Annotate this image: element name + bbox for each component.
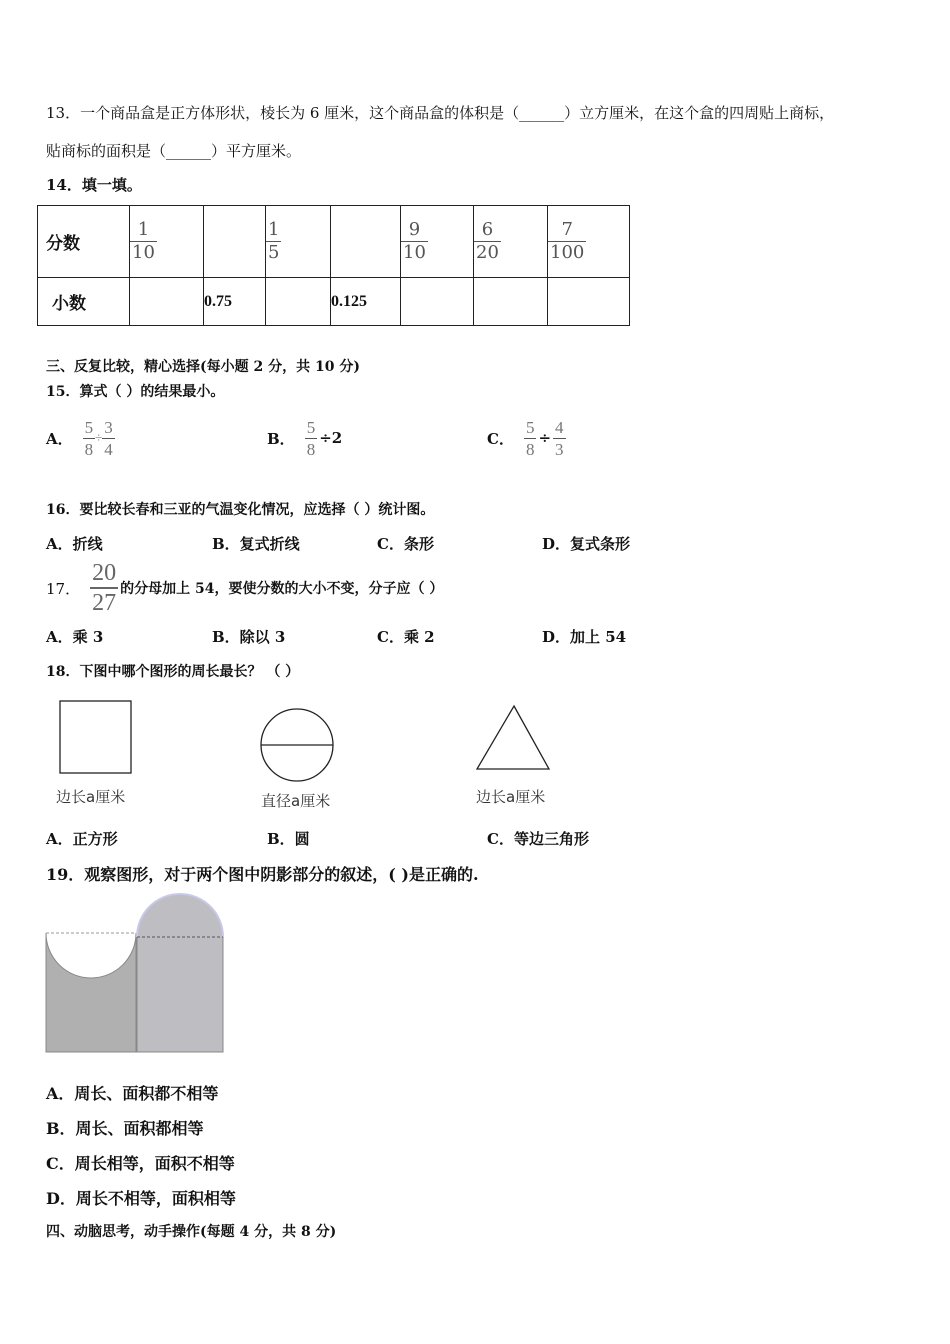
decimal-cell-blank[interactable]: [130, 278, 204, 326]
decimal-cell[interactable]: 0.75: [204, 278, 266, 326]
square-shape: [60, 701, 131, 773]
q19-option-c[interactable]: C．周长相等，面积不相等: [46, 1154, 235, 1173]
fraction: $\frac{4}{3}$: [555, 417, 564, 459]
decimal-cell-blank[interactable]: [548, 278, 630, 326]
q17-option-d[interactable]: D．加上 54: [542, 628, 627, 646]
q16-option-b[interactable]: B．复式折线: [212, 535, 300, 553]
caption-triangle: 边长a厘米: [476, 788, 546, 806]
fraction-cell[interactable]: [548, 206, 630, 278]
fraction-cell-blank[interactable]: [204, 206, 266, 278]
conversion-table: [37, 205, 630, 326]
fraction-row: [38, 206, 630, 278]
fraction-cell[interactable]: [266, 206, 331, 278]
q17-option-c[interactable]: C．乘 2: [377, 628, 435, 646]
q13-line2: 贴商标的面积是（______）平方厘米。: [46, 142, 302, 160]
fraction-cell[interactable]: [401, 206, 474, 278]
q19-option-d[interactable]: D．周长不相等，面积相等: [46, 1189, 236, 1208]
option-label: C．: [487, 429, 514, 448]
fraction-cell[interactable]: [474, 206, 548, 278]
q19-stem: 19．观察图形，对于两个图中阴影部分的叙述，( )是正确的.: [46, 865, 479, 884]
caption-circle: 直径a厘米: [261, 792, 331, 810]
decimal-row: [38, 278, 630, 326]
q17-text: 的分母加上 54，要使分数的大小不变，分子应（ ）: [120, 581, 444, 597]
divide-sign: ÷: [538, 429, 552, 447]
fraction: $\frac{5}{8}$: [525, 417, 535, 459]
q18-option-a[interactable]: A．正方形: [46, 830, 118, 848]
decimal-cell-blank[interactable]: [266, 278, 331, 326]
q16-option-a[interactable]: A．折线: [46, 535, 103, 553]
option-label: B．: [267, 429, 295, 448]
q18-option-b[interactable]: B．圆: [267, 830, 310, 848]
q19-option-a[interactable]: A．周长、面积都不相等: [46, 1084, 219, 1103]
q17-option-b[interactable]: B．除以 3: [212, 628, 286, 646]
q18-stem: 18．下图中哪个图形的周长最长？ （ ）: [46, 664, 300, 680]
q15-stem: 15．算式（ ）的结果最小。: [46, 384, 225, 400]
divide-sign: ÷: [95, 430, 103, 445]
q15-option-b[interactable]: [267, 413, 342, 463]
divide-expression: ÷2: [319, 429, 343, 447]
q16-option-d[interactable]: D．复式条形: [542, 535, 631, 553]
section3-heading: 三、反复比较，精心选择(每小题 2 分，共 10 分): [46, 359, 360, 375]
fraction: $\frac{6}{20}$: [476, 219, 499, 263]
q18-figures: [40, 690, 640, 820]
fraction: $\frac{7}{100}$: [550, 219, 585, 263]
q14-title: 14．填一填。: [46, 176, 142, 194]
row-label-decimal: 小数: [38, 278, 130, 326]
section4-heading: 四、动脑思考，动手操作(每题 4 分，共 8 分): [46, 1224, 337, 1240]
fraction: $\frac{5}{8}$: [84, 417, 94, 459]
fraction-cell-blank[interactable]: [331, 206, 401, 278]
q17-option-a[interactable]: A．乘 3: [46, 628, 104, 646]
left-shaded-shape: [46, 933, 136, 1052]
row-label-fraction: 分数: [38, 206, 130, 278]
q16-option-c[interactable]: C．条形: [377, 535, 434, 553]
fraction: $\frac{1}{10}$: [132, 219, 155, 263]
right-shaded-shape: [137, 894, 223, 1052]
q17-number: 17．: [46, 579, 81, 598]
fraction: $\frac{3}{4}$: [104, 417, 113, 459]
q15-option-a[interactable]: [46, 413, 115, 463]
q13-line1: 13．一个商品盒是正方体形状，棱长为 6 厘米，这个商品盒的体积是（______）立方厘米，在这个盒的四周贴上商标，: [46, 104, 835, 122]
fraction: $\frac{9}{10}$: [403, 219, 426, 263]
q19-option-b[interactable]: B．周长、面积都相等: [46, 1119, 204, 1138]
triangle-shape: [477, 706, 549, 769]
fraction: $\frac{5}{8}$: [306, 417, 316, 459]
q19-figure: [40, 890, 240, 1060]
fraction: $\frac{1}{5}$: [268, 219, 280, 263]
option-label: A．: [46, 429, 73, 448]
fraction: $\frac{20}{27}$: [92, 560, 117, 616]
q16-stem: 16．要比较长春和三亚的气温变化情况，应选择（ ）统计图。: [46, 502, 435, 518]
q15-option-c[interactable]: [487, 413, 566, 463]
decimal-cell-blank[interactable]: [474, 278, 548, 326]
q18-option-c[interactable]: C．等边三角形: [487, 830, 589, 848]
decimal-cell-blank[interactable]: [401, 278, 474, 326]
fraction-cell[interactable]: [130, 206, 204, 278]
q17-stem: [46, 562, 443, 614]
caption-square: 边长a厘米: [56, 788, 126, 806]
decimal-cell[interactable]: 0.125: [331, 278, 401, 326]
